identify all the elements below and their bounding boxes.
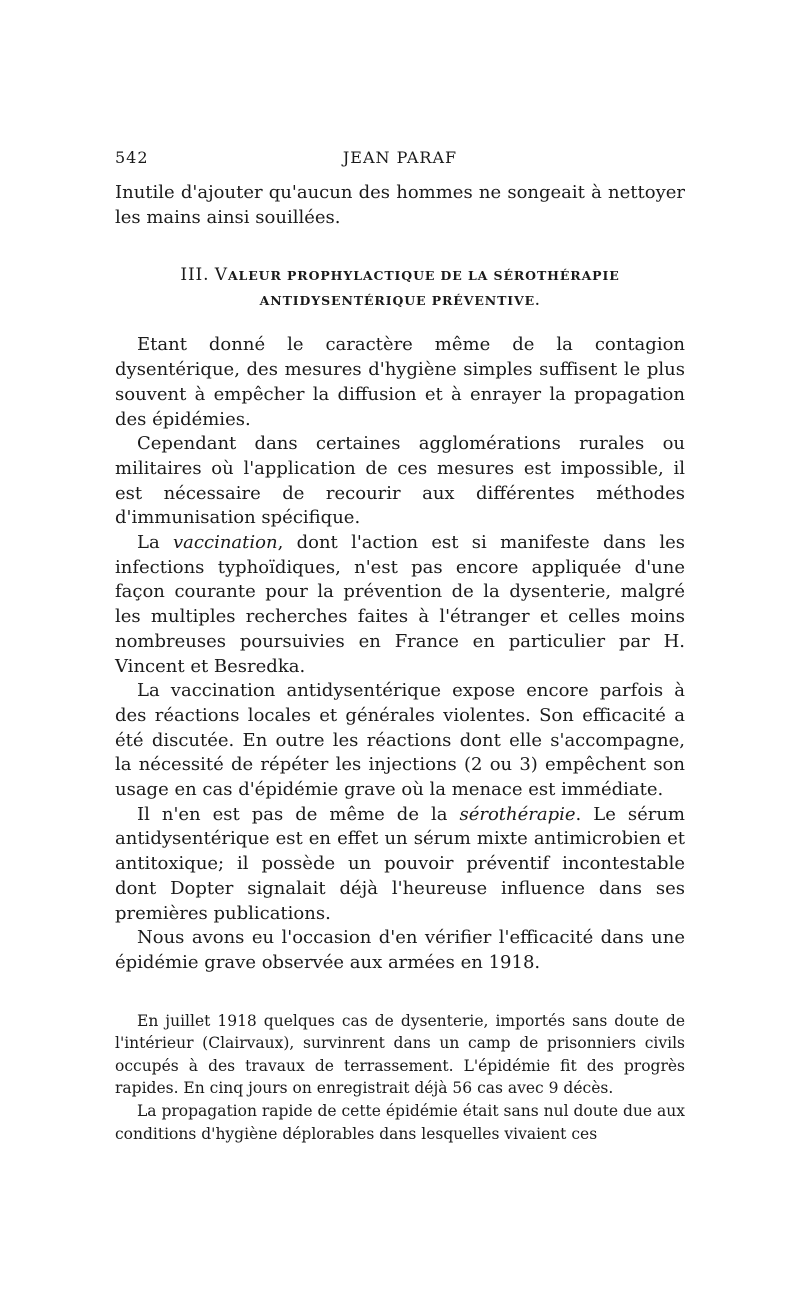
paragraph-3 bbox=[115, 531, 685, 679]
main-text bbox=[115, 181, 685, 230]
paragraph-5 bbox=[115, 803, 685, 927]
paragraph-5-text: Il n'en est pas de même de la bbox=[137, 803, 460, 825]
section-title-initial: V bbox=[214, 265, 228, 286]
page-number: 542 bbox=[115, 148, 149, 167]
book-page bbox=[115, 140, 685, 1145]
section-heading bbox=[115, 263, 685, 313]
opening-paragraph: Inutile d'ajouter qu'aucun des hommes ne songeait à nettoyer les mains ainsi souillées. bbox=[115, 182, 685, 228]
running-title: JEAN PARAF bbox=[342, 148, 458, 167]
section-numeral: III. bbox=[180, 265, 210, 286]
paragraph-2: Cependant dans certaines agglomérations rurales ou militaires où l'application de ces mesures est impossible, il est nécessaire de recourir aux différentes méthodes d'immunisation spécifique. bbox=[115, 433, 685, 529]
paragraph-1: Etant donné le caractère même de la contagion dysentérique, des mesures d'hygiène simples suffisent le plus souvent à empêcher la diffusion et à enrayer la propagation des épidémies. bbox=[115, 334, 685, 430]
small-paragraph-1: En juillet 1918 quelques cas de dysenterie, importés sans doute de l'intérieur (Clairvaux), survinrent dans un camp de prisonniers civils occupés à des travaux de terrassement. L'épidémie fit des progrès rapides. En cinq jours on enregistrait déjà 56 cas avec 9 décès. bbox=[115, 1011, 685, 1098]
section-heading-line-1 bbox=[115, 263, 685, 288]
small-paragraph-2: La propagation rapide de cette épidémie était sans nul doute due aux conditions d'hygiène déplorables dans lesquelles vivaient ces bbox=[115, 1102, 685, 1143]
running-head bbox=[115, 140, 685, 170]
paragraph-3-text-cont: , dont l'action est si manifeste dans les infections typhoïdiques, n'est pas encore appliquée d'une façon courante pour la prévention de la dysenterie, malgré les multiples recherches faites à l'étranger et celles moins nombreuses poursuivies en France en particulier par H. Vincent et Besredka. bbox=[115, 532, 685, 677]
section-body bbox=[115, 333, 685, 975]
paragraph-5-italic: sérothérapie bbox=[459, 803, 576, 825]
paragraph-4: La vaccination antidysentérique expose encore parfois à des réactions locales et générales violentes. Son efficacité a été discutée. En outre les réactions dont elle s'accompagne, la nécessité de répéter les injections (2 ou 3) empêchent son usage en cas d'épidémie grave où la menace est immédiate. bbox=[115, 680, 685, 801]
paragraph-3-text: La bbox=[137, 532, 173, 554]
section-title-line-1: ALEUR PROPHYLACTIQUE DE LA SÉROTHÉRAPIE bbox=[227, 268, 620, 284]
paragraph-6: Nous avons eu l'occasion d'en vérifier l'efficacité dans une épidémie grave observée aux armées en 1918. bbox=[115, 927, 685, 973]
case-report bbox=[115, 1010, 685, 1146]
section-title-line-2: ANTIDYSENTÉRIQUE PRÉVENTIVE. bbox=[259, 293, 541, 309]
paragraph-3-italic: vaccination bbox=[173, 532, 278, 554]
paragraph-5-text-cont: . Le sérum antidysentérique est en effet un sérum mixte antimicrobien et antitoxique; il possède un pouvoir préventif incontestable dont Dopter signalait déjà l'heureuse influence dans ses premières publications. bbox=[115, 803, 685, 924]
